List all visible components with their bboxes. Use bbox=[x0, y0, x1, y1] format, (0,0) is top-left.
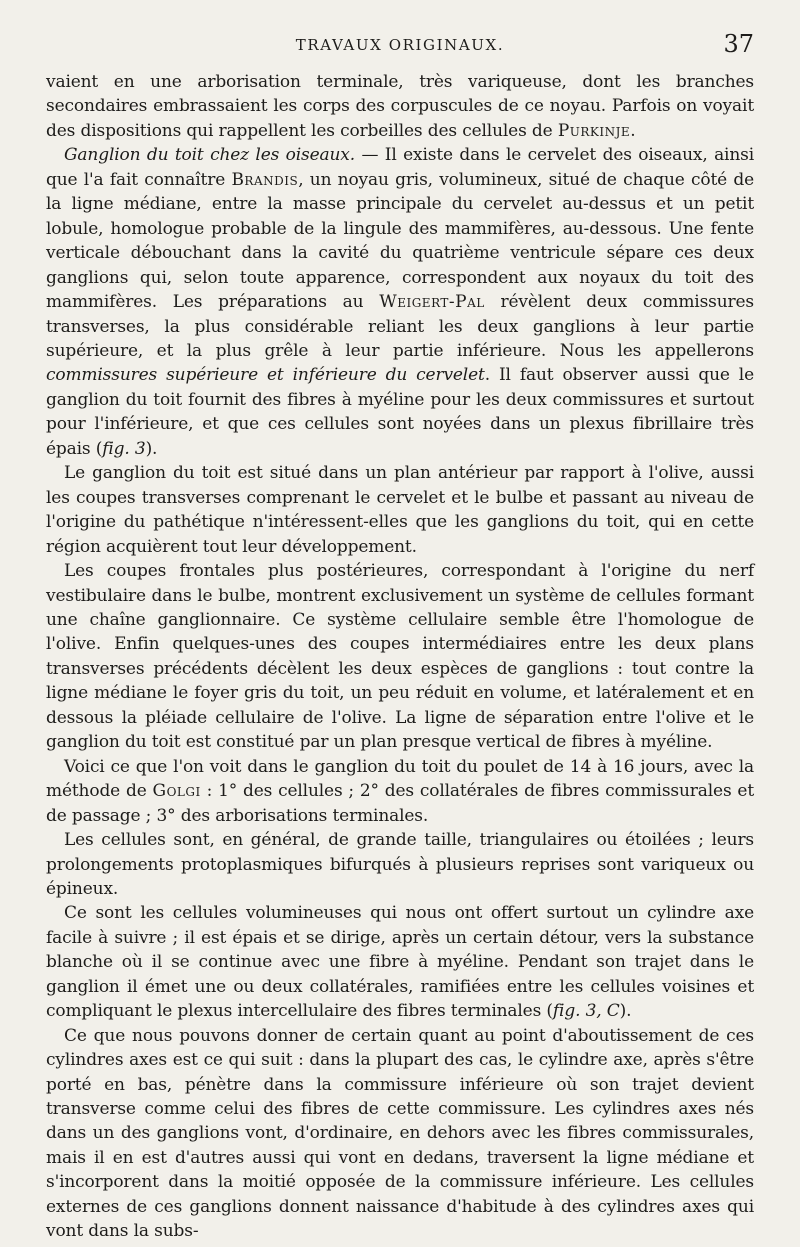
paragraph bbox=[46, 559, 754, 755]
text-run: révèlent deux commissures transverses, la plus considérable reliant les deux ganglions à leur partie supérieure, et la plus grêle à leur partie inférieure. Nous les appellerons bbox=[46, 292, 754, 361]
text-run: — Il existe dans le cervelet des oiseaux, ainsi que l'a fait connaître bbox=[46, 145, 755, 190]
text-run: . Il faut observer aussi que le ganglion du toit fournit des fibres à myéline pour les deux commissures et surtout pour l'inférieure, et que ces cellules sont noyées dans un plexus fibrillaire très épais ( bbox=[46, 365, 754, 459]
text-run: Les cellules sont, en général, de grande taille, triangulaires ou étoilées ; leurs prolongements protoplasmiques bifurqués à plusieurs reprises sont variqueux ou épineux. bbox=[46, 830, 754, 899]
text-run: , un noyau gris, volumineux, situé de chaque côté de la ligne médiane, entre la masse principale du cervelet au-dessus et un petit lobule, homologue probable de la lingule des mammifères, au-dessous. Une fente verticale débouchant dans la cavité du quatrième ventricule sépare ces deux ganglions qui, selon toute apparence, correspondent aux noyaux du toit des mammifères. Les préparations au bbox=[46, 169, 754, 313]
text-run: Les coupes frontales plus postérieures, correspondant à l'origine du nerf vestibulaire dans le bulbe, montrent exclusivement un système de cellules formant une chaîne ganglionnaire. Ce système cellulaire semble être l'homologue de l'olive. Enfin quelques-unes des coupes intermédiaires entre les deux plans transverses précédents décèlent les deux espèces de ganglions : tout contre la ligne médiane le foyer gris du toit, un peu réduit en volume, et latéralement et en dessous la pléiade cellulaire de l'olive. La ligne de séparation entre l'olive et le ganglion du toit est constitué par un plan presque vertical de fibres à myéline. bbox=[46, 561, 754, 753]
italic-text: commissures supérieure et inférieure du cervelet bbox=[46, 365, 485, 386]
paragraph bbox=[46, 1024, 754, 1244]
paragraph bbox=[46, 70, 754, 143]
paragraph bbox=[46, 828, 754, 901]
text-run: Ce que nous pouvons donner de certain quant au point d'aboutissement de ces cylindres axes est ce qui suit : dans la plupart des cas, le cylindre axe, après s'être porté en bas, pénètre dans la commissure inférieure où son trajet devient transverse comme celui des fibres de cette commissure. Les cylindres axes nés dans un des ganglions vont, d'ordinaire, en dehors avec les fibres commissurales, mais il en est d'autres aussi qui vont en dedans, traversent la ligne médiane et s'incorporent dans la moitié opposée de la commissure inférieure. Les cellules externes de ces ganglions donnent naissance d'habitude à des cylindres axes qui vont dans la subs- bbox=[46, 1025, 754, 1242]
text-run: Ce sont les cellules volumineuses qui nous ont offert surtout un cylindre axe facile à suivre ; il est épais et se dirige, après un certain détour, vers la substance blanche où il se continue avec une fibre à myéline. Pendant son trajet dans le ganglion il émet une ou deux collatérales, ramifiées entre les cellules voisines et compliquant le plexus intercellulaire des fibres terminales ( bbox=[46, 903, 754, 1022]
author-name: Brandis bbox=[231, 169, 299, 190]
author-name: Golgi bbox=[152, 781, 201, 802]
running-head: TRAVAUX ORIGINAUX. bbox=[295, 36, 505, 54]
italic-text: fig. 3 bbox=[102, 438, 146, 459]
author-name: Weigert-Pal bbox=[379, 292, 485, 313]
text-run: ). bbox=[145, 438, 158, 459]
body-text bbox=[46, 70, 754, 1244]
italic-text: fig. 3, C bbox=[552, 1001, 620, 1022]
paragraph bbox=[46, 901, 754, 1023]
paragraph bbox=[46, 461, 754, 559]
text-run: vaient en une arborisation terminale, très variqueuse, dont les branches secondaires embrassaient les corps des corpuscules de ce noyau. Parfois on voyait des dispositions qui rappellent les corbeilles des cellules de bbox=[46, 72, 754, 141]
paragraph bbox=[46, 755, 754, 828]
author-name: Purkinje bbox=[557, 120, 631, 141]
text-run: ). bbox=[619, 1001, 632, 1022]
paragraph bbox=[46, 143, 754, 461]
text-run: Voici ce que l'on voit dans le ganglion du toit du poulet de 14 à 16 jours, avec la méthode de bbox=[46, 756, 754, 802]
text-run: Le ganglion du toit est situé dans un plan antérieur par rapport à l'olive, aussi les coupes transverses comprenant le cervelet et le bulbe et passant au niveau de l'origine du pathétique n'intéressent-elles que les ganglions du toit, qui en cette région acquièrent tout leur développement. bbox=[46, 463, 754, 557]
page-header bbox=[46, 30, 754, 70]
text-run: . bbox=[630, 120, 636, 141]
italic-text: Ganglion du toit chez les oiseaux. bbox=[64, 145, 356, 166]
page-number: 37 bbox=[723, 30, 754, 58]
text-run: : 1° des cellules ; 2° des collatérales de fibres commissurales et de passage ; 3° des arborisations terminales. bbox=[46, 781, 754, 826]
